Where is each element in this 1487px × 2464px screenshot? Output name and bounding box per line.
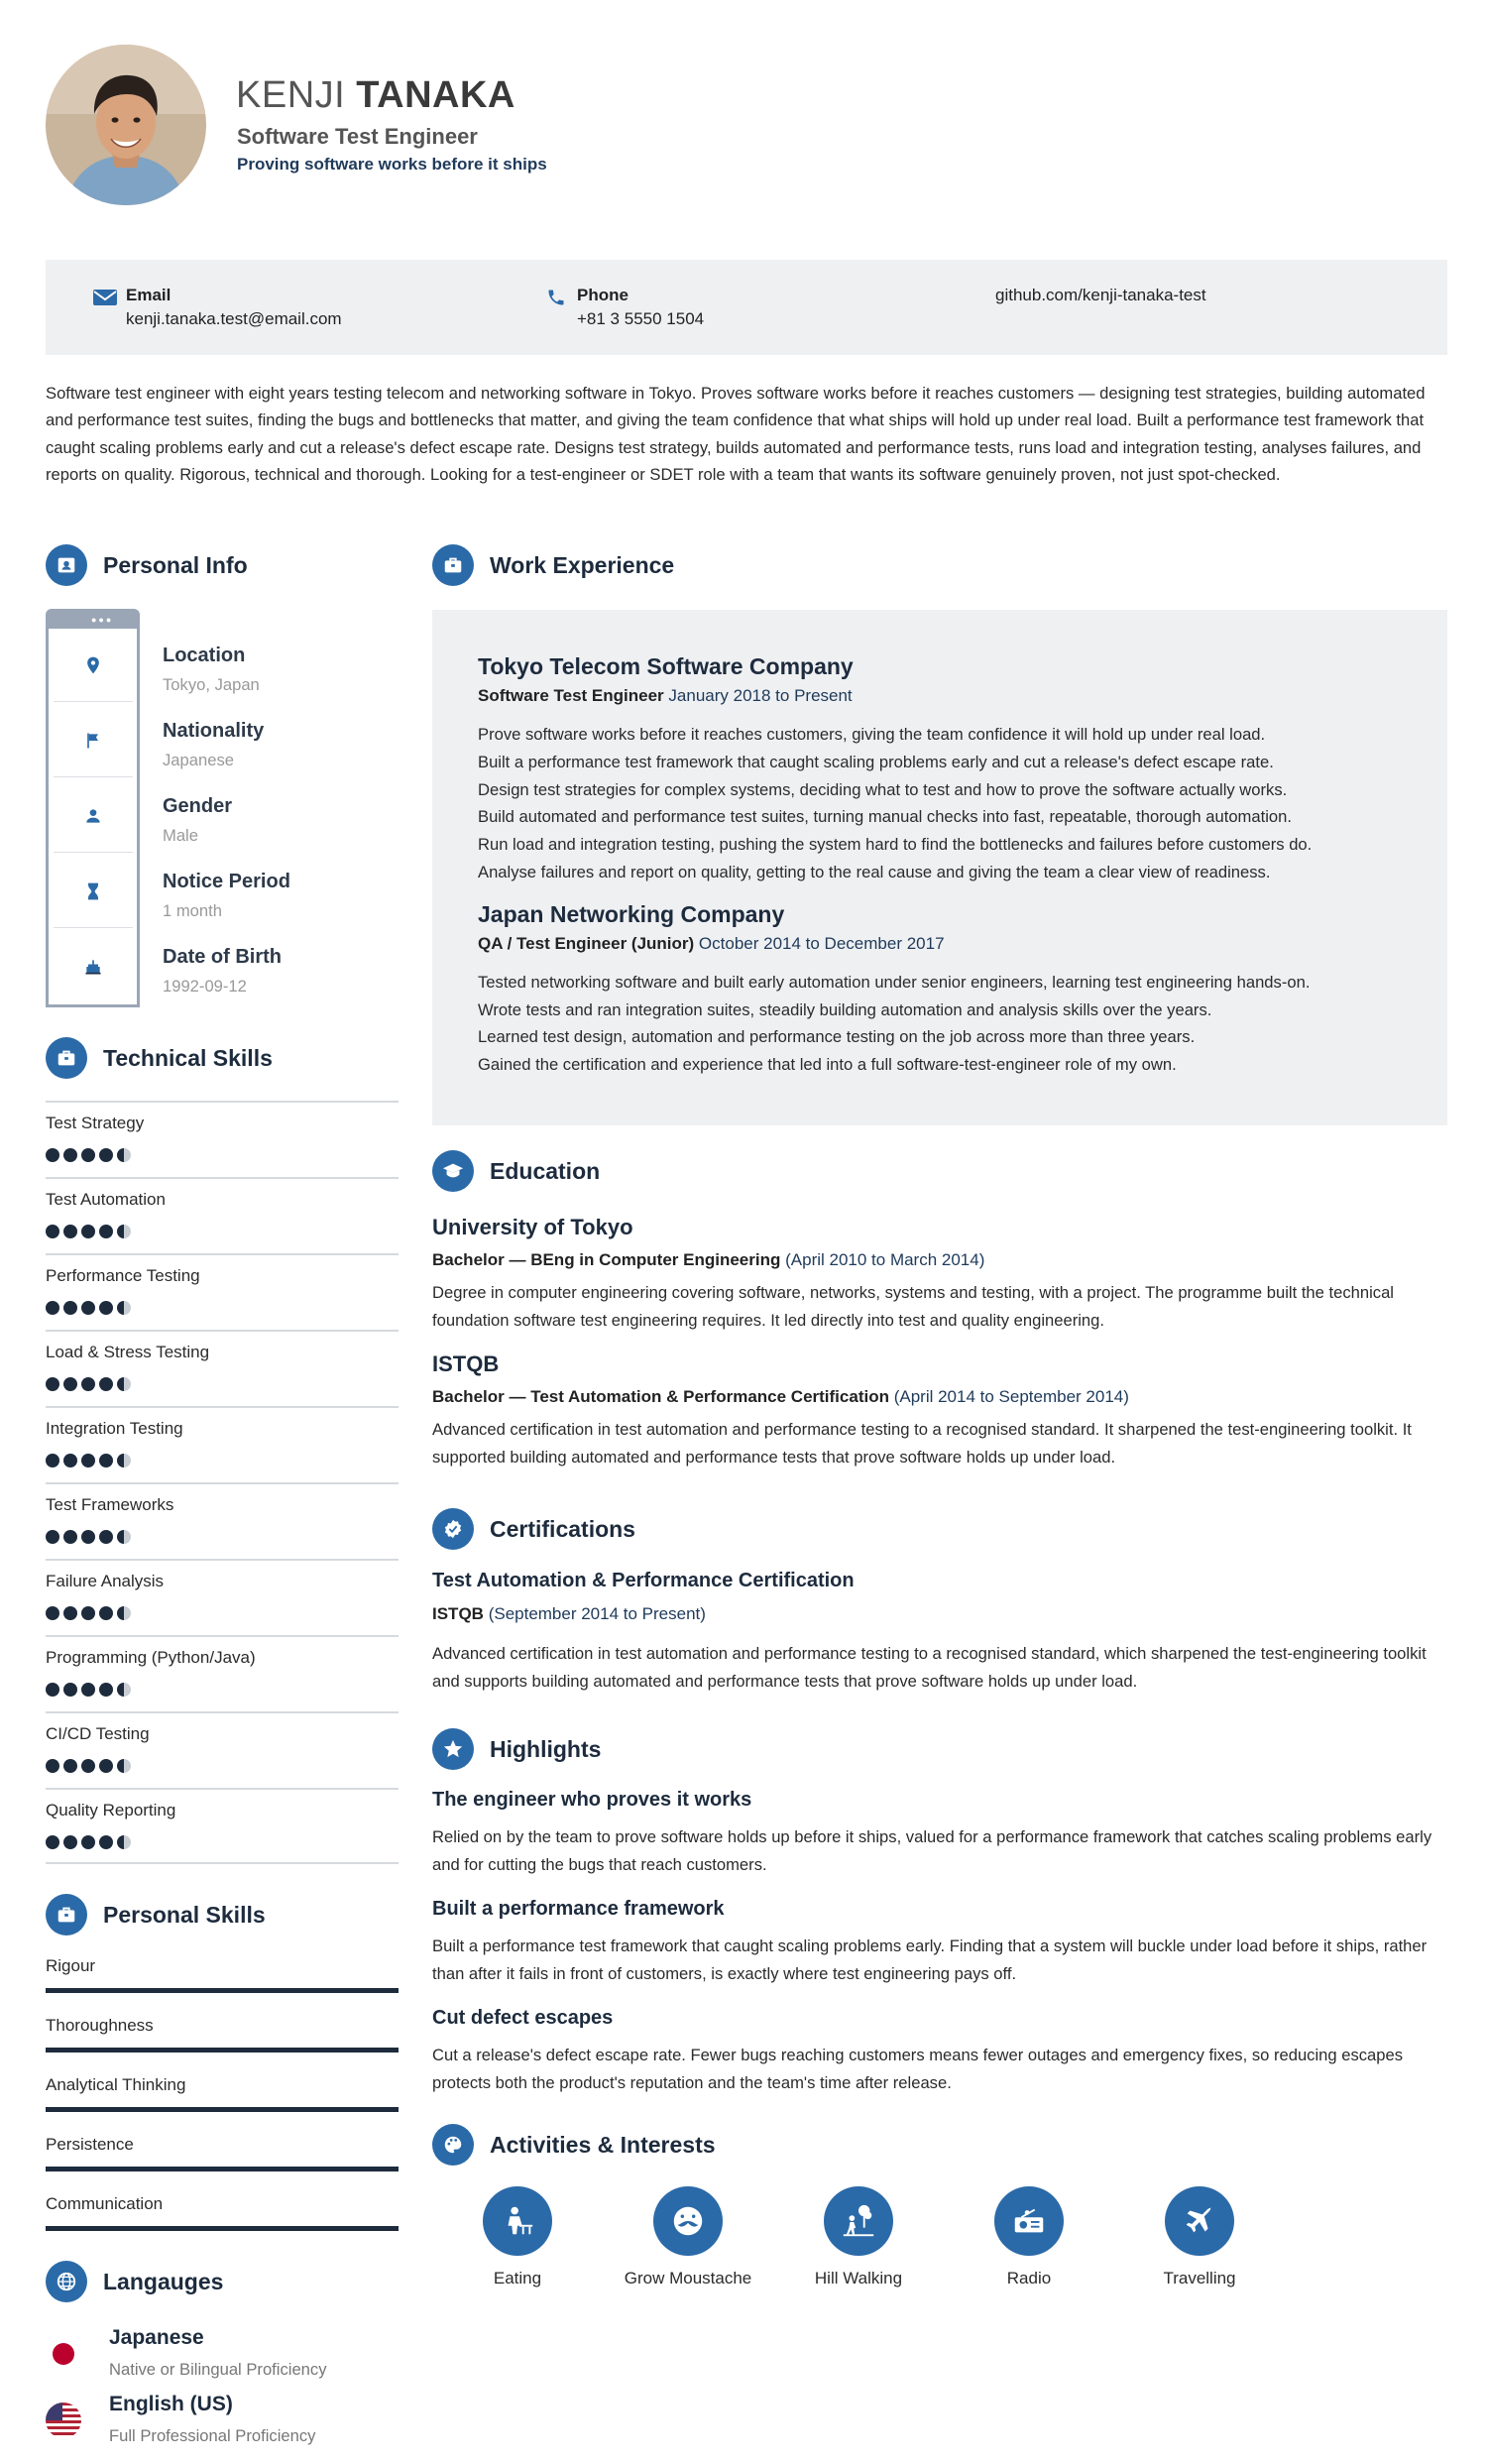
moustache-icon	[653, 2186, 723, 2256]
technical-skill	[46, 1559, 399, 1635]
rating-dot	[99, 1148, 113, 1162]
education-dates: (April 2010 to March 2014)	[785, 1250, 985, 1269]
skill-name: Communication	[46, 2194, 164, 2213]
rating-dot	[81, 1530, 95, 1544]
hill-walking-icon	[824, 2186, 893, 2256]
section-languages	[46, 2261, 223, 2302]
rating-dot	[63, 1454, 77, 1467]
phone-value[interactable]: +81 3 5550 1504	[577, 309, 705, 328]
personal-skill	[46, 2176, 399, 2236]
globe-icon	[46, 2261, 87, 2302]
skill-rating	[46, 1835, 131, 1849]
location-pin-icon	[54, 629, 133, 702]
last-name: TANAKA	[356, 74, 515, 116]
highlight-entry	[432, 1898, 1447, 1988]
degree: Bachelor — BEng in Computer Engineering	[432, 1250, 781, 1269]
us-flag-icon	[46, 2403, 81, 2438]
skill-rating	[46, 1606, 131, 1620]
highlight-title: Built a performance framework	[432, 1898, 725, 1920]
rating-dot	[117, 1530, 131, 1544]
rating-dot	[99, 1454, 113, 1467]
duty-line: Wrote tests and ran integration suites, steadily building automation and analysis skills over the years.	[478, 999, 1212, 1019]
skill-rating	[46, 1759, 131, 1773]
skill-name: Failure Analysis	[46, 1572, 165, 1590]
frame-dots-icon: ●●●	[91, 615, 114, 625]
highlight-text: Cut a release's defect escape rate. Fewer bugs reaching customers means fewer outages and emergency fixes, so reducing escapes protects both the product's reputation and the team's time after release.	[432, 2046, 1404, 2092]
personal-info-panel	[46, 609, 399, 1007]
skill-level-fill	[46, 2226, 399, 2231]
rating-dot	[117, 1759, 131, 1773]
rating-dot	[46, 1606, 59, 1620]
interest-label: Grow Moustache	[624, 2269, 752, 2288]
info-value: 1992-09-12	[163, 977, 247, 996]
first-name: KENJI	[236, 74, 346, 116]
interest-label: Eating	[493, 2269, 542, 2288]
skill-rating	[46, 1530, 131, 1544]
job-role	[478, 934, 1402, 954]
language-level: Native or Bilingual Proficiency	[109, 2360, 327, 2379]
rating-dot	[117, 1454, 131, 1467]
language-name: Japanese	[109, 2326, 204, 2349]
rating-dot	[63, 1683, 77, 1697]
company-name: Tokyo Telecom Software Company	[478, 653, 854, 679]
rating-dot	[99, 1530, 113, 1544]
rating-dot	[81, 1683, 95, 1697]
job-dates: October 2014 to December 2017	[698, 933, 945, 953]
skill-level-fill	[46, 2167, 399, 2171]
skill-name: Test Automation	[46, 1190, 166, 1209]
section-title: Work Experience	[490, 551, 675, 578]
section-technical-skills	[46, 1037, 273, 1079]
rating-dot	[63, 1835, 77, 1849]
contact-bar	[46, 260, 1447, 355]
section-title: Technical Skills	[103, 1044, 273, 1071]
candidate-name	[236, 74, 515, 117]
interest-item	[774, 2186, 943, 2288]
job-entry	[478, 901, 1402, 1079]
rating-dot	[46, 1225, 59, 1238]
email-value[interactable]: kenji.tanaka.test@email.com	[126, 309, 342, 328]
japan-flag-icon	[46, 2336, 81, 2372]
radio-icon	[994, 2186, 1064, 2256]
language-item	[46, 2393, 399, 2456]
rating-dot	[81, 1606, 95, 1620]
rating-dot	[117, 1301, 131, 1315]
interest-label: Hill Walking	[814, 2269, 903, 2288]
duty-line: Learned test design, automation and performance testing on the job across more than three years.	[478, 1027, 1196, 1047]
eating-icon	[483, 2186, 552, 2256]
section-title: Certifications	[490, 1515, 635, 1542]
skill-name: Performance Testing	[46, 1266, 200, 1285]
rating-dot	[46, 1301, 59, 1315]
skill-rating	[46, 1148, 131, 1162]
education-description: Degree in computer engineering covering software, networks, systems and testing, with a project. The programme built the technical foundation software test engineering requires. It led directly into test and quality engineering.	[432, 1283, 1394, 1330]
person-icon	[54, 779, 133, 853]
duty-line: Tested networking software and built early automation under senior engineers, learning test engineering hands-on.	[478, 972, 1311, 992]
duty-line: Gained the certification and experience that led into a full software-test-engineer role of my own.	[478, 1055, 1177, 1075]
info-row-location	[46, 629, 402, 704]
contact-phone	[577, 286, 704, 329]
info-label: Location	[163, 645, 246, 666]
certification-entry	[432, 1570, 1447, 1696]
skill-name: Programming (Python/Java)	[46, 1648, 256, 1667]
section-personal-info	[46, 544, 248, 586]
rating-dot	[63, 1225, 77, 1238]
rating-dot	[99, 1301, 113, 1315]
section-title: Langauges	[103, 2268, 224, 2294]
education-dates: (April 2014 to September 2014)	[893, 1387, 1129, 1406]
certification-description: Advanced certification in test automation and performance testing to a recognised standard, which sharpened the test-engineering toolkit and supports building automated and performance tests that prove software holds up under load.	[432, 1644, 1427, 1691]
interest-item	[433, 2186, 602, 2288]
section-education	[432, 1150, 600, 1192]
skill-name: Test Strategy	[46, 1114, 145, 1132]
language-item	[46, 2326, 399, 2390]
job-dates: January 2018 to Present	[668, 686, 853, 705]
rating-dot	[117, 1377, 131, 1391]
interest-item	[945, 2186, 1113, 2288]
certification-issuer-line	[432, 1604, 1447, 1624]
technical-skill	[46, 1253, 399, 1330]
rating-dot	[46, 1683, 59, 1697]
tagline: Proving software works before it ships	[237, 155, 547, 174]
interest-label: Radio	[1006, 2269, 1052, 2288]
rating-dot	[63, 1759, 77, 1773]
phone-label: Phone	[577, 286, 629, 304]
section-work-experience	[432, 544, 674, 586]
info-value: Tokyo, Japan	[163, 675, 260, 694]
info-value: Japanese	[163, 751, 234, 769]
rating-dot	[81, 1301, 95, 1315]
duty-line: Built a performance test framework that caught scaling problems early and cut a release's defect escape rate.	[478, 752, 1274, 771]
rating-dot	[81, 1759, 95, 1773]
technical-skill	[46, 1482, 399, 1559]
rating-dot	[117, 1225, 131, 1238]
info-label: Nationality	[163, 720, 265, 742]
skill-level-bar	[46, 2048, 399, 2053]
job-duties	[478, 721, 1402, 886]
school-name: University of Tokyo	[432, 1215, 633, 1239]
rating-dot	[117, 1148, 131, 1162]
profile-photo	[46, 45, 206, 205]
contact-github	[995, 286, 1206, 305]
language-level: Full Professional Proficiency	[109, 2426, 316, 2445]
duty-line: Prove software works before it reaches customers, giving the team confidence it will hold up under real load.	[478, 725, 1266, 744]
education-description: Advanced certification in test automation and performance testing to a recognised standard. It sharpened the test-engineering toolkit. It supported building automated and performance tests that prove software holds up under load.	[432, 1420, 1412, 1467]
degree: Bachelor — Test Automation & Performance Certification	[432, 1387, 889, 1406]
skill-name: Thoroughness	[46, 2016, 154, 2035]
rating-dot	[117, 1835, 131, 1849]
duty-line: Build automated and performance test suites, turning manual checks into fast, repeatable, thorough automation.	[478, 807, 1292, 827]
rating-dot	[46, 1759, 59, 1773]
section-highlights	[432, 1728, 601, 1770]
contact-email	[126, 286, 342, 329]
skill-name: Integration Testing	[46, 1419, 183, 1438]
rating-dot	[63, 1148, 77, 1162]
skill-name: Test Frameworks	[46, 1495, 174, 1514]
section-title: Highlights	[490, 1735, 602, 1762]
section-title: Personal Info	[103, 551, 248, 578]
personal-skill	[46, 1938, 399, 1998]
job-title: Software Test Engineer	[237, 124, 478, 149]
rating-dot	[63, 1606, 77, 1620]
skill-level-bar	[46, 2226, 399, 2231]
skill-rating	[46, 1454, 131, 1467]
skill-rating	[46, 1225, 131, 1238]
degree-line	[432, 1387, 1447, 1407]
highlight-title: Cut defect escapes	[432, 2007, 614, 2029]
skill-level-bar	[46, 1988, 399, 1993]
technical-skill	[46, 1330, 399, 1406]
skill-level-fill	[46, 1988, 399, 1993]
job-role	[478, 686, 1402, 706]
interest-item	[604, 2186, 772, 2288]
rating-dot	[117, 1606, 131, 1620]
graduation-cap-icon	[432, 1150, 474, 1192]
rating-dot	[99, 1683, 113, 1697]
profile-summary: Software test engineer with eight years testing telecom and networking software in Tokyo. Proves software works before it reaches customers — designing test strategies, building automated and performance test suites, finding the bugs and bottlenecks that matter, and giving the team confidence that what ships will hold up under real load. Built a performance test framework that caught scaling problems early and cut a release's defect escape rate. Designs test strategy, builds automated and performance tests, runs load and integration testing, analyses failures, and reports on quality. Rigorous, technical and thorough. Looking for a test-engineer or SDET role with a team that wants its software genuinely proven, not just spot-checked.	[46, 384, 1426, 485]
language-name: English (US)	[109, 2393, 233, 2415]
certificate-badge-icon	[432, 1508, 474, 1550]
section-certifications	[432, 1508, 635, 1550]
skill-name: Persistence	[46, 2135, 134, 2154]
rating-dot	[81, 1377, 95, 1391]
palette-icon	[432, 2124, 474, 2166]
skill-name: CI/CD Testing	[46, 1724, 150, 1743]
skill-rating	[46, 1301, 131, 1315]
school-name: ISTQB	[432, 1351, 500, 1376]
info-label: Notice Period	[163, 871, 290, 892]
certification-dates: (September 2014 to Present)	[488, 1604, 706, 1623]
info-value: 1 month	[163, 901, 222, 920]
section-title: Personal Skills	[103, 1901, 266, 1928]
rating-dot	[99, 1606, 113, 1620]
education-entry	[432, 1215, 1447, 1335]
info-label: Gender	[163, 795, 233, 817]
skill-name: Rigour	[46, 1956, 96, 1975]
info-row-gender	[46, 779, 402, 855]
rating-dot	[46, 1835, 59, 1849]
section-title: Activities & Interests	[490, 2131, 716, 2158]
rating-dot	[99, 1225, 113, 1238]
rating-dot	[81, 1835, 95, 1849]
education-entry	[432, 1351, 1447, 1471]
info-value: Male	[163, 826, 198, 845]
flag-icon	[54, 704, 133, 777]
star-icon	[432, 1728, 474, 1770]
rating-dot	[46, 1454, 59, 1467]
personal-skills-list	[46, 1938, 399, 2236]
highlight-entry	[432, 1789, 1447, 1879]
skill-name: Load & Stress Testing	[46, 1343, 210, 1361]
hourglass-icon	[54, 855, 133, 928]
highlight-text: Built a performance test framework that caught scaling problems early. Finding that a system will buckle under load before it ships, rather than after it fails in front of customers, is exactly where test engineering pays off.	[432, 1936, 1428, 1983]
email-label: Email	[126, 286, 172, 304]
job-entry	[478, 653, 1402, 886]
technical-skill	[46, 1406, 399, 1482]
rating-dot	[46, 1148, 59, 1162]
personal-skill	[46, 2117, 399, 2176]
rating-dot	[81, 1454, 95, 1467]
rating-dot	[63, 1377, 77, 1391]
rating-dot	[117, 1683, 131, 1697]
info-row-nationality	[46, 704, 402, 779]
personal-skill	[46, 1998, 399, 2057]
degree-line	[432, 1250, 1447, 1270]
skill-level-bar	[46, 2107, 399, 2112]
id-card-icon	[46, 544, 87, 586]
rating-dot	[99, 1835, 113, 1849]
info-label: Date of Birth	[163, 946, 282, 968]
technical-skill	[46, 1177, 399, 1253]
certification-issuer: ISTQB	[432, 1604, 484, 1623]
birthday-cake-icon	[54, 930, 133, 1003]
skill-rating	[46, 1377, 131, 1391]
rating-dot	[99, 1759, 113, 1773]
interest-item	[1115, 2186, 1284, 2288]
rating-dot	[46, 1377, 59, 1391]
job-duties	[478, 969, 1402, 1079]
info-row-notice-period	[46, 855, 402, 930]
rating-dot	[99, 1377, 113, 1391]
highlight-title: The engineer who proves it works	[432, 1789, 752, 1811]
rating-dot	[81, 1225, 95, 1238]
skill-name: Quality Reporting	[46, 1801, 176, 1819]
skill-rating	[46, 1683, 131, 1697]
duty-line: Design test strategies for complex systems, deciding what to test and how to prove the software actually works.	[478, 779, 1288, 799]
briefcase-icon	[46, 1894, 87, 1936]
technical-skill	[46, 1635, 399, 1711]
technical-skill	[46, 1711, 399, 1788]
rating-dot	[46, 1530, 59, 1544]
phone-icon	[543, 288, 569, 307]
briefcase-icon	[432, 544, 474, 586]
section-interests	[432, 2124, 716, 2166]
envelope-icon	[92, 288, 118, 307]
github-link[interactable]: github.com/kenji-tanaka-test	[995, 286, 1206, 304]
highlight-entry	[432, 2007, 1447, 2097]
section-title: Education	[490, 1157, 601, 1184]
role-title: QA / Test Engineer (Junior)	[478, 933, 695, 953]
personal-skill	[46, 2057, 399, 2117]
interest-label: Travelling	[1163, 2269, 1236, 2288]
skill-level-fill	[46, 2048, 399, 2053]
airplane-icon	[1165, 2186, 1234, 2256]
rating-dot	[81, 1148, 95, 1162]
work-experience-panel	[432, 610, 1447, 1125]
skill-level-fill	[46, 2107, 399, 2112]
info-row-date-of-birth	[46, 930, 402, 1005]
duty-line: Run load and integration testing, pushing the system hard to find the bottlenecks and failures before customers do.	[478, 835, 1313, 855]
briefcase-icon	[46, 1037, 87, 1079]
company-name: Japan Networking Company	[478, 900, 785, 927]
highlight-text: Relied on by the team to prove software holds up before it ships, valued for a performance framework that catches scaling problems early and for cutting the bugs that reach customers.	[432, 1827, 1432, 1874]
resume-header	[46, 45, 1433, 208]
technical-skills-list	[46, 1101, 399, 1864]
role-title: Software Test Engineer	[478, 686, 664, 705]
section-personal-skills	[46, 1894, 266, 1936]
rating-dot	[63, 1530, 77, 1544]
duty-line: Analyse failures and report on quality, getting to the real cause and giving the team a clear view of readiness.	[478, 862, 1271, 881]
skill-level-bar	[46, 2167, 399, 2171]
technical-skill	[46, 1101, 399, 1177]
skill-name: Analytical Thinking	[46, 2075, 186, 2094]
certification-name: Test Automation & Performance Certification	[432, 1570, 855, 1591]
technical-skill	[46, 1788, 399, 1864]
rating-dot	[63, 1301, 77, 1315]
